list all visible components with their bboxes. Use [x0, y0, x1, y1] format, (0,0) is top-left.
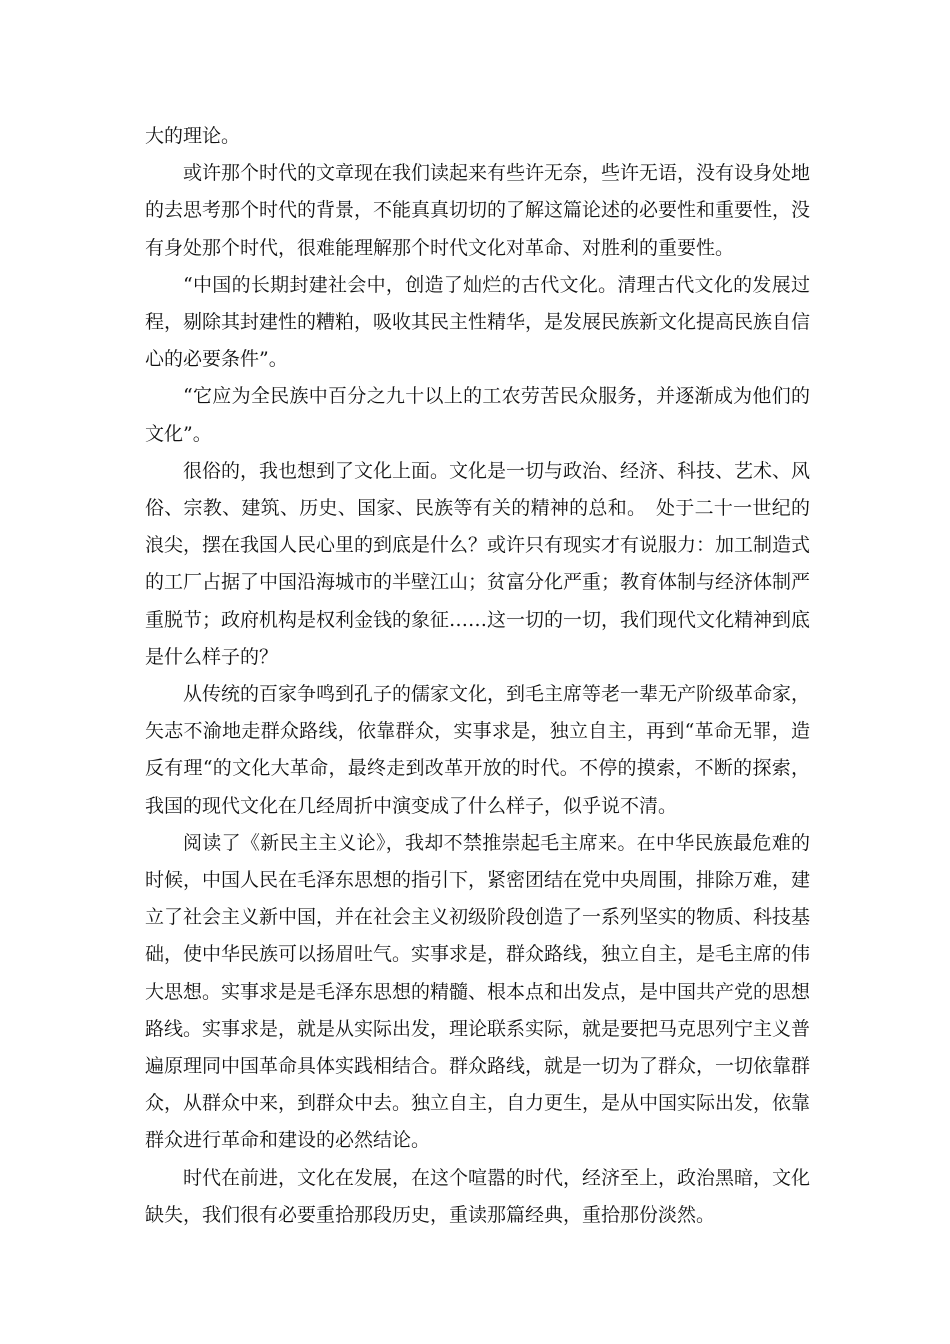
document-body [145, 118, 810, 1234]
paragraph: 或许那个时代的文章现在我们读起来有些许无奈，些许无语，没有设身处地的去思考那个时代的背景，不能真真切切的了解这篇论述的必要性和重要性，没有身处那个时代，很难能理解那个时代文化对革命、对胜利的重要性。 [145, 162, 811, 259]
paragraph: 阅读了《新民主主义论》，我却不禁推崇起毛主席来。在中华民族最危难的时候，中国人民在毛泽东思想的指引下，紧密团结在党中央周围，排除万难，建立了社会主义新中国，并在社会主义初级阶段创造了一系列坚实的物质、科技基础，使中华民族可以扬眉吐气。实事求是，群众路线，独立自主，是毛主席的伟大思想。实事求是是毛泽东思想的精髓、根本点和出发点，是中国共产党的思想路线。实事求是，就是从实际出发，理论联系实际，就是要把马克思列宁主义普遍原理同中国革命具体实践相结合。群众路线，就是一切为了群众，一切依靠群众，从群众中来，到群众中去。独立自主，自力更生，是从中国实际出发，依靠群众进行革命和建设的必然结论。 [145, 831, 811, 1152]
paragraph: 从传统的百家争鸣到孔子的儒家文化，到毛主席等老一辈无产阶级革命家，矢志不渝地走群众路线，依靠群众，实事求是，独立自主，再到“革命无罪，造反有理“的文化大革命，最终走到改革开放的时代。不停的摸索，不断的探索，我国的现代文化在几经周折中演变成了什么样子，似乎说不清。 [145, 683, 811, 817]
paragraph-quote: “中国的长期封建社会中，创造了灿烂的古代文化。清理古代文化的发展过程，剔除其封建性的糟粕，吸收其民主性精华，是发展民族新文化提高民族自信心的必要条件”。 [145, 273, 811, 371]
paragraph-quote: “它应为全民族中百分之九十以上的工农劳苦民众服务，并逐渐成为他们的文化”。 [145, 385, 810, 445]
paragraph-continuation: 大的理论。 [145, 125, 241, 147]
paragraph: 时代在前进，文化在发展，在这个喧嚣的时代，经济至上，政治黑暗，文化缺失，我们很有必要重拾那段历史，重读那篇经典，重拾那份淡然。 [145, 1166, 811, 1226]
paragraph: 很俗的，我也想到了文化上面。文化是一切与政治、经济、科技、艺术、风俗、宗教、建筑、历史、国家、民族等有关的精神的总和。 处于二十一世纪的浪尖，摆在我国人民心里的到底是什么？或许只有现实才有说服力：加工制造式的工厂占据了中国沿海城市的半壁江山；贫富分化严重；教育体制与经济体制严重脱节；政府机构是权利金钱的象征……这一切的一切，我们现代文化精神到底是什么样子的？ [145, 459, 811, 668]
